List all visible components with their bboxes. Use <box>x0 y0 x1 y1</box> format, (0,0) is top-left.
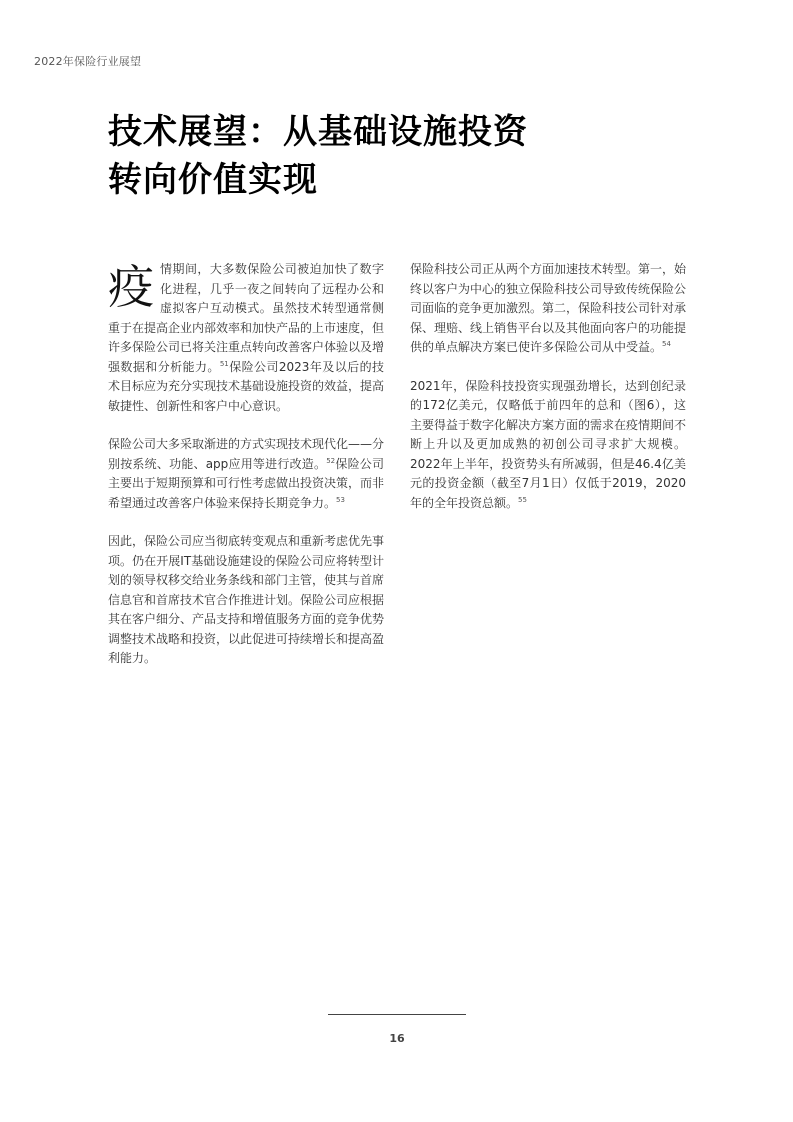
left-p3-text: 因此，保险公司应当彻底转变观点和重新考虑优先事项。仍在开展IT基础设施建设的保险公司应将转型计划的领导权移交给业务条线和部门主管，使其与首席信息官和首席技术官合作推进计划。保险公司应根据其在客户细分、产品支持和增值服务方面的竞争优势调整技术战略和投资，以此促进可持续增长和提高盈利能力。 <box>108 534 385 665</box>
footer-divider <box>328 1014 466 1015</box>
right-column <box>410 260 686 532</box>
page-title-line-2: 转向价值实现 <box>108 160 318 200</box>
left-p1-tail: 保险公司2023年及以后的技术目标应为充分实现技术基础设施投资的效益，提高敏捷性、创新性和客户中心意识。 <box>108 359 385 413</box>
left-paragraph-1 <box>108 260 384 416</box>
page-title-line-1: 技术展望：从基础设施投资 <box>108 112 528 152</box>
left-paragraph-3 <box>108 532 384 669</box>
footnote-ref-53[interactable]: 53 <box>336 495 345 504</box>
left-p2-tail: 保险公司主要出于短期预算和可行性考虑做出投资决策，而非希望通过改善客户体验来保持长期竞争力。 <box>108 456 385 510</box>
footnote-ref-55[interactable]: 55 <box>518 495 527 504</box>
footnote-ref-52[interactable]: 52 <box>326 456 336 465</box>
footnote-ref-51[interactable]: 51 <box>219 359 229 368</box>
right-paragraph-2 <box>410 377 686 514</box>
right-p2-text: 2021年，保险科技投资实现强劲增长，达到创纪录的172亿美元，仅略低于前四年的总和（图6），这主要得益于数字化解决方案方面的需求在疫情期间不断上升以及更加成熟的初创公司寻求扩大规模。2022年上半年，投资势头有所减弱，但是46.4亿美元的投资金额（截至7月1日）仅低于2019，2020年的全年投资总额。 <box>410 378 687 510</box>
left-p1-text: 情期间，大多数保险公司被迫加快了数字化进程，几乎一夜之间转向了远程办公和虚拟客户互动模式。虽然技术转型通常侧重于在提高企业内部效率和加快产品的上市速度，但许多保险公司已将关注重点转向改善客户体验以及增强数据和分析能力。 <box>108 262 385 374</box>
left-p2-text: 保险公司大多采取渐进的方式实现技术现代化——分别按系统、功能、app应用等进行改造。 <box>108 437 385 471</box>
page-number: 16 <box>389 1032 405 1045</box>
right-paragraph-1 <box>410 260 686 358</box>
right-p1-text: 保险科技公司正从两个方面加速技术转型。第一，始终以客户为中心的独立保险科技公司导致传统保险公司面临的竞争更加激烈。第二，保险科技公司针对承保、理赔、线上销售平台以及其他面向客户的功能提供的单点解决方案已使许多保险公司从中受益。 <box>410 262 687 354</box>
left-paragraph-2 <box>108 435 384 513</box>
left-column <box>108 260 384 688</box>
running-header: 2022年保险行业展望 <box>34 55 142 68</box>
footnote-ref-54[interactable]: 54 <box>662 340 671 348</box>
page-title <box>108 108 668 204</box>
drop-cap: 疫 <box>108 260 154 314</box>
